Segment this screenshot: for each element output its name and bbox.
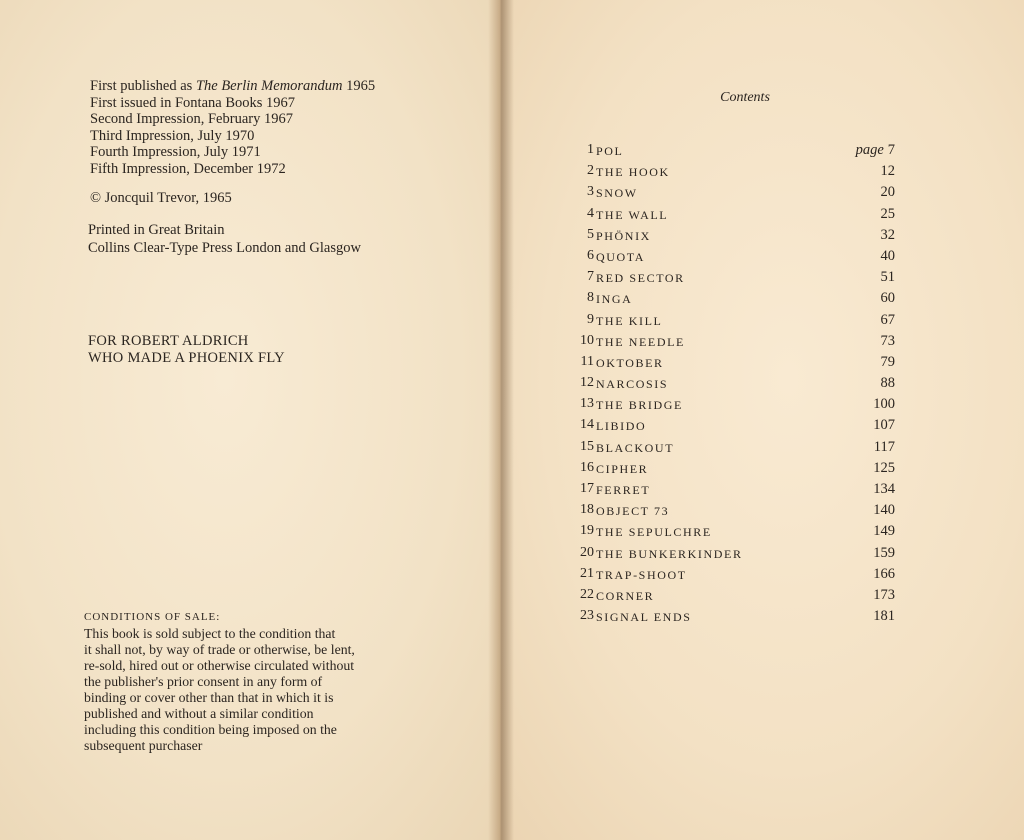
chapter-title: THE BRIDGE <box>596 398 683 413</box>
page-number: 12 <box>880 163 895 180</box>
toc-entry <box>570 354 895 375</box>
chapter-title: THE BUNKERKINDER <box>596 546 743 561</box>
toc-entry <box>570 608 895 629</box>
toc-entry <box>570 396 895 417</box>
chapter-page <box>881 163 896 180</box>
page-number: 79 <box>880 353 895 370</box>
chapter-title: BLACKOUT <box>596 440 675 455</box>
chapter-number: 11 <box>580 353 594 369</box>
conditions-line: binding or cover other than that in which it is <box>84 690 334 705</box>
chapter-page <box>881 269 896 286</box>
chapter-number: 12 <box>580 375 594 391</box>
chapter-number: 17 <box>580 481 594 496</box>
imprint-line: Second Impression, February 1967 <box>90 111 293 127</box>
conditions-line: This book is sold subject to the condition that <box>84 626 336 641</box>
copyright-notice: © Joncquil Trevor, 1965 <box>90 190 232 206</box>
chapter-title: QUOTA <box>596 249 646 264</box>
toc-entry <box>570 587 895 608</box>
contents-title: Contents <box>720 90 770 105</box>
chapter-page <box>881 333 896 350</box>
page-number: 7 <box>887 142 895 158</box>
imprint-history <box>90 78 375 177</box>
chapter-number: 9 <box>587 311 594 327</box>
page-number: 140 <box>873 502 895 519</box>
chapter-page <box>873 545 895 562</box>
page-number: 25 <box>880 205 895 222</box>
toc-entry <box>570 439 895 460</box>
chapter-title: POL <box>596 144 624 158</box>
chapter-title: CORNER <box>596 588 655 603</box>
chapter-number: 6 <box>587 247 594 263</box>
toc-entry <box>570 333 895 354</box>
conditions-line: re-sold, hired out or otherwise circulated without <box>84 658 355 673</box>
page-number: 107 <box>873 417 895 434</box>
imprint-line: First published as The Berlin Memorandum 1965 <box>90 78 376 94</box>
chapter-page <box>873 417 895 434</box>
printer-line: Collins Clear-Type Press London and Glasgow <box>88 240 361 256</box>
imprint-line: Fifth Impression, December 1972 <box>90 160 286 177</box>
chapter-page <box>881 227 896 244</box>
chapter-title: OKTOBER <box>596 355 664 370</box>
chapter-number: 16 <box>580 459 594 475</box>
page-number: 173 <box>873 586 895 603</box>
page-number: 117 <box>873 438 895 455</box>
chapter-page <box>873 566 895 583</box>
toc-entry <box>570 227 895 248</box>
toc-entry <box>570 269 895 290</box>
toc-entry <box>570 142 895 163</box>
page-number: 134 <box>873 481 895 497</box>
page-number: 40 <box>880 247 895 264</box>
chapter-number: 18 <box>580 502 594 518</box>
toc-entry <box>570 312 895 333</box>
chapter-title: THE KILL <box>596 313 663 328</box>
conditions-line: subsequent purchaser <box>84 738 203 753</box>
chapter-number: 2 <box>587 163 594 179</box>
page-number: 88 <box>880 375 895 392</box>
toc-entry <box>570 417 895 438</box>
toc-entry <box>570 566 895 587</box>
conditions-line: published and without a similar condition <box>84 706 314 721</box>
chapter-title: CIPHER <box>596 461 649 476</box>
toc-entry <box>570 375 895 396</box>
chapter-number: 13 <box>580 396 594 412</box>
chapter-number: 20 <box>580 544 594 560</box>
imprint-line: Fourth Impression, July 1971 <box>90 144 261 160</box>
toc-entry <box>570 502 895 523</box>
page-number: 20 <box>880 184 895 201</box>
chapter-page <box>881 312 896 329</box>
chapter-number: 10 <box>580 332 594 348</box>
chapter-number: 22 <box>580 586 594 602</box>
chapter-page <box>873 587 895 604</box>
chapter-page <box>881 206 896 223</box>
printer-line: Printed in Great Britain <box>88 222 225 238</box>
chapter-number: 14 <box>580 417 594 433</box>
chapter-number: 23 <box>580 608 594 624</box>
page-prefix: page <box>855 142 884 158</box>
toc-entry <box>570 523 895 544</box>
toc-entry <box>570 481 895 502</box>
page-number: 159 <box>873 544 895 561</box>
conditions-of-sale <box>84 609 424 754</box>
toc-entry <box>570 184 895 205</box>
page-number: 32 <box>880 226 895 243</box>
page-number: 60 <box>880 290 895 307</box>
chapter-page <box>881 248 896 265</box>
imprint-line: First issued in Fontana Books 1967 <box>90 94 296 111</box>
page-number: 181 <box>873 608 895 625</box>
chapter-page <box>881 354 896 371</box>
chapter-number: 8 <box>587 290 594 306</box>
chapter-page <box>873 502 895 519</box>
chapter-title: THE NEEDLE <box>596 334 685 349</box>
page-number: 100 <box>873 396 895 413</box>
chapter-title: THE WALL <box>596 207 669 222</box>
toc-entry <box>570 545 895 566</box>
printer-info <box>88 221 361 257</box>
chapter-title: SIGNAL ENDS <box>596 610 692 625</box>
toc-entry <box>570 163 895 184</box>
chapter-title: INGA <box>596 292 633 307</box>
chapter-page <box>856 142 895 159</box>
page-number: 67 <box>880 311 895 328</box>
chapter-number: 19 <box>580 523 594 539</box>
chapter-page <box>873 460 895 477</box>
chapter-page <box>873 481 895 498</box>
chapter-page <box>881 375 896 392</box>
chapter-title: THE SEPULCHRE <box>596 525 712 540</box>
chapter-title: RED SECTOR <box>596 271 685 286</box>
chapter-title: THE HOOK <box>596 165 670 180</box>
chapter-title: TRAP-SHOOT <box>596 567 687 582</box>
dedication-line: FOR ROBERT ALDRICH <box>88 333 249 349</box>
chapter-number: 5 <box>587 226 594 242</box>
left-page <box>0 0 500 840</box>
chapter-title: SNOW <box>596 186 638 201</box>
chapter-number: 3 <box>587 184 594 200</box>
toc-entry <box>570 460 895 481</box>
page-number: 166 <box>873 565 895 582</box>
chapter-title: PHÖNIX <box>596 228 651 243</box>
conditions-line: it shall not, by way of trade or otherwise, be lent, <box>84 642 355 657</box>
toc-entry <box>570 290 895 311</box>
chapter-number: 21 <box>580 565 594 581</box>
dedication-line: WHO MADE A PHOENIX FLY <box>88 350 285 366</box>
chapter-number: 1 <box>587 142 594 157</box>
chapter-page <box>873 608 895 625</box>
dedication <box>88 333 285 367</box>
chapter-title: OBJECT 73 <box>596 504 670 519</box>
page-number: 73 <box>880 332 895 349</box>
chapter-title: NARCOSIS <box>596 377 669 392</box>
chapter-page <box>881 290 896 307</box>
conditions-heading: CONDITIONS OF SALE: <box>84 611 221 623</box>
chapter-number: 7 <box>587 269 594 285</box>
chapter-page <box>873 523 895 540</box>
chapter-page <box>874 439 895 456</box>
page-number: 51 <box>880 269 895 286</box>
table-of-contents <box>570 142 895 629</box>
page-number: 125 <box>873 459 895 476</box>
book-gutter <box>488 0 514 840</box>
conditions-line: the publisher's prior consent in any form of <box>84 674 323 689</box>
toc-entry <box>570 248 895 269</box>
chapter-title: FERRET <box>596 483 651 497</box>
chapter-page <box>881 184 896 201</box>
chapter-number: 15 <box>580 438 594 454</box>
imprint-line: Third Impression, July 1970 <box>90 127 255 144</box>
conditions-line: including this condition being imposed on the <box>84 722 337 737</box>
chapter-title: LIBIDO <box>596 419 647 434</box>
page-number: 149 <box>873 523 895 540</box>
toc-entry <box>570 206 895 227</box>
chapter-page <box>873 396 895 413</box>
chapter-number: 4 <box>587 205 594 221</box>
